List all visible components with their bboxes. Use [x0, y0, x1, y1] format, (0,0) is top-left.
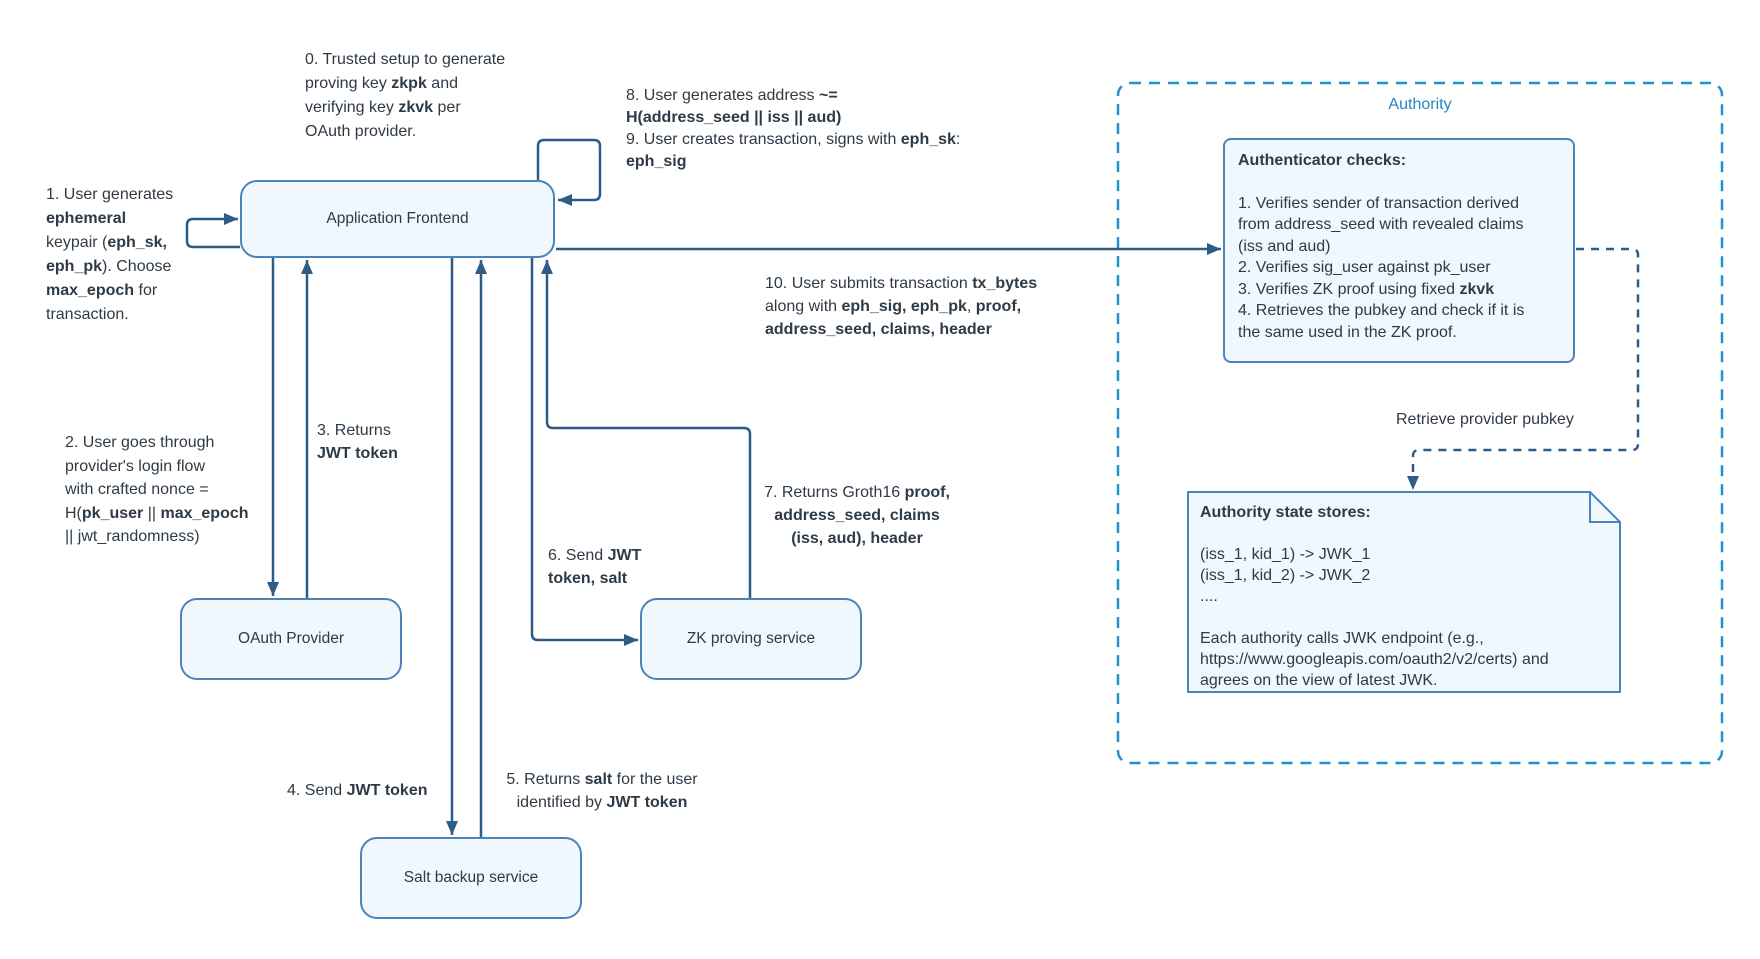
spacer [1238, 172, 1560, 193]
annotation-line: 7. Returns Groth16 proof, [764, 484, 950, 501]
annotation-line: 2. User goes through [65, 434, 215, 451]
annotation-step-5 [490, 768, 714, 814]
authenticator-check-line: 3. Verifies ZK proof using fixed zkvk [1238, 280, 1495, 298]
annotation-step-1 [46, 183, 173, 327]
annotation-step-2 [65, 431, 249, 549]
annotation-line: 0. Trusted setup to generate [305, 51, 506, 68]
node-salt-backup-service-label: Salt backup service [403, 869, 539, 886]
annotation-line: H(address_seed || iss || aud) [626, 109, 842, 126]
annotation-line: 9. User creates transaction, signs with eph_sk: [626, 131, 961, 148]
annotation-line: address_seed, claims [774, 507, 940, 524]
annotation-line: eph_sig [626, 153, 687, 170]
spacer [1200, 607, 1608, 628]
node-oauth-provider-label: OAuth Provider [238, 630, 344, 647]
annotation-line: 3. Returns [317, 422, 391, 439]
annotation-line: 5. Returns salt for the user [506, 771, 698, 788]
annotation-line: || jwt_randomness) [65, 528, 200, 545]
authority-state-store-text [1200, 502, 1608, 691]
annotation-line: identified by JWT token [516, 794, 688, 811]
authority-group-label: Authority [1388, 96, 1452, 113]
annotation-step-4 [287, 779, 428, 802]
authenticator-check-line: 2. Verifies sig_user against pk_user [1238, 259, 1491, 276]
annotation-line: H(pk_user || max_epoch [65, 504, 249, 522]
annotation-line: max_epoch for [46, 282, 158, 299]
annotation-step-8-9 [626, 85, 960, 173]
annotation-line: (iss, aud), header [791, 530, 923, 547]
annotation-line: ephemeral [46, 210, 127, 227]
jwk-mapping-line: .... [1200, 588, 1218, 605]
spacer [1200, 523, 1608, 544]
annotation-retrieve-pubkey: Retrieve provider pubkey [1396, 411, 1574, 428]
annotation-step-0 [305, 48, 505, 144]
node-salt-backup-service [360, 837, 582, 919]
annotation-line: with crafted nonce = [65, 481, 209, 498]
authenticator-check-line: from address_seed with revealed claims [1238, 216, 1524, 233]
node-application-frontend-label: Application Frontend [326, 210, 469, 227]
jwk-mapping-line: (iss_1, kid_2) -> JWK_2 [1200, 567, 1371, 584]
annotation-line: 8. User generates address ~= [626, 87, 838, 104]
annotation-line: OAuth provider. [305, 123, 417, 140]
annotation-step-7 [742, 481, 972, 550]
annotation-line: along with eph_sig, eph_pk, proof, [765, 298, 1022, 315]
authenticator-check-line: (iss and aud) [1238, 237, 1331, 255]
jwk-mapping-line: (iss_1, kid_1) -> JWK_1 [1200, 546, 1371, 563]
annotation-line: eph_pk). Choose [46, 258, 172, 275]
annotation-line: token, salt [548, 570, 628, 587]
annotation-line: address_seed, claims, header [765, 321, 992, 338]
authenticator-check-line: 1. Verifies sender of transaction derived [1238, 194, 1520, 212]
annotation-line: 1. User generates [46, 186, 174, 203]
authenticator-checks-title: Authenticator checks: [1238, 152, 1407, 169]
annotation-line: 4. Send JWT token [287, 782, 428, 799]
node-zk-proving-service [640, 598, 862, 680]
authenticator-checks-panel [1223, 138, 1575, 363]
authority-state-store-title: Authority state stores: [1200, 504, 1371, 521]
annotation-line: provider's login flow [65, 457, 206, 475]
node-zk-proving-service-label: ZK proving service [686, 630, 816, 647]
annotation-line: transaction. [46, 306, 129, 323]
annotation-step-6 [548, 544, 641, 590]
annotation-line: keypair (eph_sk, [46, 234, 167, 251]
annotation-line: 6. Send JWT [548, 547, 642, 564]
node-oauth-provider [180, 598, 402, 680]
annotation-line: JWT token [317, 445, 398, 462]
annotation-step-10 [765, 272, 1037, 341]
annotation-line: 10. User submits transaction tx_bytes [765, 275, 1038, 292]
jwk-endpoint-description-line: https://www.googleapis.com/oauth2/v2/certs) and [1200, 651, 1549, 668]
node-application-frontend [240, 180, 555, 258]
authenticator-check-line: 4. Retrieves the pubkey and check if it is [1238, 302, 1525, 319]
jwk-endpoint-description-line: agrees on the view of latest JWK. [1200, 672, 1438, 689]
authenticator-check-line: the same used in the ZK proof. [1238, 323, 1457, 341]
annotation-line: proving key zkpk and [305, 75, 458, 92]
annotation-step-3 [317, 419, 398, 465]
arrow-self-loop-generate-keypair [187, 219, 240, 247]
jwk-endpoint-description-line: Each authority calls JWK endpoint (e.g., [1200, 630, 1484, 647]
annotation-line: verifying key zkvk per [305, 99, 461, 116]
